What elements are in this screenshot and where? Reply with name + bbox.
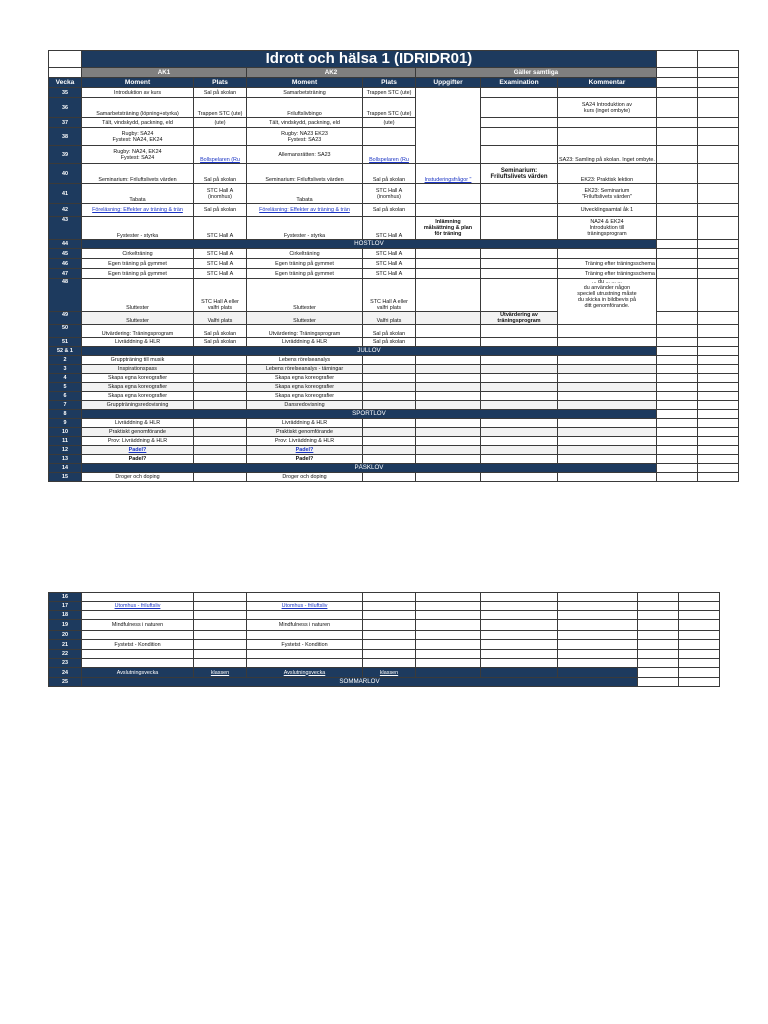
- week-number: 5: [49, 383, 82, 392]
- week-number: 11: [49, 437, 82, 446]
- week-number: 9: [49, 419, 82, 428]
- moment-ak2: Tält, vindskydd, packning, eld: [247, 118, 363, 128]
- holiday-row: [49, 347, 739, 356]
- table-row: [49, 437, 739, 446]
- week-number: 4: [49, 374, 82, 383]
- uppgifter-cell: [416, 88, 481, 164]
- week-number: 36: [49, 98, 82, 118]
- moment-ak2: Seminarium: Friluftslivets värden: [247, 164, 363, 184]
- table-row: [49, 204, 739, 217]
- moment-ak2: Livräddning & HLR: [247, 419, 363, 428]
- moment-ak1: [82, 446, 194, 455]
- moment-ak2: Rugby: NA23 EK23 Fystest: SA23: [247, 128, 363, 146]
- table-row: [49, 128, 739, 146]
- kommentar-cell: EK23: Seminarium "Friluftslivets värden": [558, 184, 657, 204]
- week-number: 42: [49, 204, 82, 217]
- plats-ak1: STC Hall A eller valfri plats: [194, 279, 247, 312]
- plats-ak2: Sal på skolan: [363, 204, 416, 217]
- plats-ak2: STC Hall A: [363, 259, 416, 269]
- table-row: [49, 146, 739, 164]
- schedule-grid-continued: [48, 592, 720, 687]
- holiday-row: [49, 678, 720, 687]
- moment-ak1: Gruppträningsredovisning: [82, 401, 194, 410]
- week-number: 46: [49, 259, 82, 269]
- moment-ak1: Skapa egna koreografier: [82, 392, 194, 401]
- table-row: [49, 392, 739, 401]
- week-number: 50: [49, 325, 82, 338]
- course-title: Idrott och hälsa 1 (IDRIDR01): [82, 51, 657, 68]
- plats-ak2: Sal på skolan: [363, 338, 416, 347]
- week-number: 6: [49, 392, 82, 401]
- plats-ak2: Sal på skolan: [363, 164, 416, 184]
- holiday-row: [49, 240, 739, 249]
- table-row: [49, 640, 720, 650]
- plats-link-ak2[interactable]: Bollspelaren (Ru: [363, 146, 416, 164]
- moment-link-ak2[interactable]: Avslutningsvecka: [247, 668, 363, 678]
- moment-ak1: Skapa egna koreografier: [82, 374, 194, 383]
- moment-ak2: Droger och doping: [247, 473, 363, 482]
- moment-ak2: Fystetst - Kondition: [247, 640, 363, 650]
- moment-ak1: Mindfulness i naturen: [82, 620, 194, 631]
- header-kommentar: Kommentar: [558, 78, 657, 88]
- week-number: 14: [49, 464, 82, 473]
- moment-ak1: Droger och doping: [82, 473, 194, 482]
- header-vecka: Vecka: [49, 78, 82, 88]
- moment-ak1: Tält, vindskydd, packning, eld: [82, 118, 194, 128]
- moment-ak1: Egen träning på gymmet: [82, 269, 194, 279]
- kommentar-cell: SA23: Samling på skolan. Inget ombyte.: [558, 146, 657, 164]
- plats-ak2: STC Hall A: [363, 269, 416, 279]
- holiday-label: SPORTLOV: [82, 410, 657, 419]
- table-row: [49, 259, 739, 269]
- uppgifter-cell: Inlämning målsättning & plan för träning: [416, 217, 481, 240]
- moment-ak1: Sluttester: [82, 279, 194, 312]
- moment-ak2: Allemansrätten: SA23: [247, 146, 363, 164]
- group-ak2: AK2: [247, 68, 416, 78]
- moment-ak1: Rugby: SA24 Fystest: NA24, EK24: [82, 128, 194, 146]
- table-row: [49, 365, 739, 374]
- holiday-row: [49, 464, 739, 473]
- moment-ak1: Inspirationspass: [82, 365, 194, 374]
- header-moment-ak2: Moment: [247, 78, 363, 88]
- week-number: 45: [49, 249, 82, 259]
- header-examination: Examination: [481, 78, 558, 88]
- table-row: [49, 659, 720, 668]
- week-number: 3: [49, 365, 82, 374]
- table-row: [49, 593, 720, 602]
- week-number: 17: [49, 602, 82, 611]
- plats-ak1: STC Hall A: [194, 269, 247, 279]
- table-row: [49, 631, 720, 640]
- moment-ak1: Gruppträning till musik: [82, 356, 194, 365]
- moment-ak1: Egen träning på gymmet: [82, 259, 194, 269]
- plats-ak2: STC Hall A: [363, 217, 416, 240]
- week-number: 25: [49, 678, 82, 687]
- moment-ak1: Tabata: [82, 184, 194, 204]
- week-number: 13: [49, 455, 82, 464]
- holiday-row: [49, 410, 739, 419]
- moment-ak2: Lebens rörelseanalys: [247, 356, 363, 365]
- table-row: [49, 184, 739, 204]
- moment-ak1: Skapa egna koreografier: [82, 383, 194, 392]
- moment-ak2: [247, 446, 363, 455]
- week-number: 8: [49, 410, 82, 419]
- plats-ak1: STC Hall A: [194, 259, 247, 269]
- week-number: 52 & 1: [49, 347, 82, 356]
- table-row: [49, 249, 739, 259]
- plats-ak1: Valfri plats: [194, 312, 247, 325]
- plats-ak1: Sal på skolan: [194, 164, 247, 184]
- week-number: 21: [49, 640, 82, 650]
- moment-link-ak1[interactable]: Föreläsning: Effekter av träning & trän: [82, 204, 194, 217]
- table-row: [49, 374, 739, 383]
- moment-ak2: Utvärdering: Träningsprogram: [247, 325, 363, 338]
- table-row: [49, 279, 739, 312]
- kommentar-cell: Utvecklingsamtal åk 1: [558, 204, 657, 217]
- table-row: [49, 383, 739, 392]
- moment-link-ak2[interactable]: Föreläsning: Effekter av träning & trän: [247, 204, 363, 217]
- examination-cell: Seminarium: Friluftslivets värden: [481, 164, 558, 184]
- holiday-label: SOMMARLOV: [82, 678, 638, 687]
- table-row: [49, 602, 720, 611]
- moment-ak2: Dansredovisning: [247, 401, 363, 410]
- plats-ak2: STC Hall A (inomhus): [363, 184, 416, 204]
- group-all: Gäller samtliga: [416, 68, 657, 78]
- week-number: 49: [49, 312, 82, 325]
- week-number: 51: [49, 338, 82, 347]
- moment-ak1: Avslutningsvecka: [82, 668, 194, 678]
- table-row: [49, 401, 739, 410]
- schedule-grid: [48, 50, 739, 482]
- table-row: [49, 356, 739, 365]
- table-row: [49, 88, 739, 98]
- holiday-label: JULLOV: [82, 347, 657, 356]
- moment-ak2: Egen träning på gymmet: [247, 259, 363, 269]
- week-number: 10: [49, 428, 82, 437]
- week-number: 37: [49, 118, 82, 128]
- uppgifter-link[interactable]: Instuderingsfrågor ": [416, 164, 481, 184]
- plats-ak1: STC Hall A: [194, 249, 247, 259]
- table-row: [49, 473, 739, 482]
- moment-ak2: Fystester - styrka: [247, 217, 363, 240]
- moment-ak1: Fystester - styrka: [82, 217, 194, 240]
- holiday-label: HÖSTLOV: [82, 240, 657, 249]
- klassen-link-ak1[interactable]: klassen: [194, 668, 247, 678]
- moment-ak1: Sluttester: [82, 312, 194, 325]
- plats-ak1: Sal på skolan: [194, 325, 247, 338]
- week-number: 43: [49, 217, 82, 240]
- table-row: [49, 611, 720, 620]
- plats-ak2: Valfri plats: [363, 312, 416, 325]
- moment-ak2: Lebens rörelseanalys - tärningar: [247, 365, 363, 374]
- week-number: 38: [49, 128, 82, 146]
- moment-ak2: Tabata: [247, 184, 363, 204]
- moment-ak2: Prov: Livräddning & HLR: [247, 437, 363, 446]
- moment-ak2: Mindfulness i naturen: [247, 620, 363, 631]
- moment-ak2: Egen träning på gymmet: [247, 269, 363, 279]
- moment-ak1: Prov: Livräddning & HLR: [82, 437, 194, 446]
- week-number: 2: [49, 356, 82, 365]
- plats-ak2: Trappen STC (ute): [363, 98, 416, 118]
- moment-ak2: Friluftslivbingo: [247, 98, 363, 118]
- padel-link[interactable]: Padel?: [128, 447, 147, 453]
- kommentar-cell: Träning efter träningsschema: [558, 259, 657, 269]
- plats-ak1: Trappen STC (ute): [194, 98, 247, 118]
- moment-ak1: Praktiskt genomförande: [82, 428, 194, 437]
- week-number: 20: [49, 631, 82, 640]
- moment-ak1: Introduktion av kurs: [82, 88, 194, 98]
- examination-cell: Utvärdering av träningsprogram: [481, 312, 558, 325]
- week-number: 16: [49, 593, 82, 602]
- moment-ak2: Praktiskt genomförande: [247, 428, 363, 437]
- moment-ak2: Skapa egna koreografier: [247, 392, 363, 401]
- moment-ak2: Skapa egna koreografier: [247, 374, 363, 383]
- kommentar-cell: ... du ... ... ... du använder någon speciell utrustning måste du skicka in bildbevis på ditt genomförande.: [558, 279, 657, 325]
- week-number: 39: [49, 146, 82, 164]
- course-schedule-table: [48, 50, 739, 482]
- table-row: [49, 338, 739, 347]
- week-number: 44: [49, 240, 82, 249]
- plats-ak1: Sal på skolan: [194, 204, 247, 217]
- table-row: [49, 419, 739, 428]
- table-row: [49, 98, 739, 118]
- moment-link-ak1[interactable]: Utomhus - friluftsliv: [82, 602, 194, 611]
- plats-ak1: STC Hall A (inomhus): [194, 184, 247, 204]
- moment-ak1: Livräddning & HLR: [82, 338, 194, 347]
- week-number: 18: [49, 611, 82, 620]
- week-number: 47: [49, 269, 82, 279]
- week-number: 15: [49, 473, 82, 482]
- table-row: [49, 668, 720, 678]
- header-moment-ak1: Moment: [82, 78, 194, 88]
- moment-ak1: Livräddning & HLR: [82, 419, 194, 428]
- table-row: [49, 118, 739, 128]
- week-number: 40: [49, 164, 82, 184]
- moment-ak2: Sluttester: [247, 312, 363, 325]
- plats-ak2: STC Hall A: [363, 249, 416, 259]
- klassen-link-ak2[interactable]: klassen: [363, 668, 416, 678]
- plats-ak1: Sal på skolan: [194, 88, 247, 98]
- plats-link-ak1[interactable]: Bollspelaren (Ru: [194, 146, 247, 164]
- plats-ak2: STC Hall A eller valfri plats: [363, 279, 416, 312]
- moment-ak1: Cirkelträning: [82, 249, 194, 259]
- moment-ak2: Livräddning & HLR: [247, 338, 363, 347]
- moment-link-ak2[interactable]: Utomhus - friluftsliv: [247, 602, 363, 611]
- table-row: [49, 164, 739, 184]
- week-number: 41: [49, 184, 82, 204]
- plats-ak2: Sal på skolan: [363, 325, 416, 338]
- week-number: 23: [49, 659, 82, 668]
- week-number: 22: [49, 650, 82, 659]
- week-number: 48: [49, 279, 82, 312]
- schedule-table-continued: [48, 592, 720, 687]
- corner-cell: [49, 51, 82, 68]
- table-row: [49, 217, 739, 240]
- table-row: [49, 455, 739, 464]
- table-row: [49, 650, 720, 659]
- holiday-label: PÅSKLOV: [82, 464, 657, 473]
- moment-ak1: Seminarium: Friluftslivets värden: [82, 164, 194, 184]
- kommentar-cell: EK23: Praktisk lektion: [558, 164, 657, 184]
- kommentar-cell: SA24 Introduktion av kurs (inget ombyte): [558, 98, 657, 118]
- week-number: 19: [49, 620, 82, 631]
- moment-ak1: Fystetst - Kondition: [82, 640, 194, 650]
- plats-ak1: STC Hall A: [194, 217, 247, 240]
- table-row: [49, 428, 739, 437]
- plats-ak1: Sal på skolan: [194, 338, 247, 347]
- moment-ak1: Padel?: [82, 455, 194, 464]
- plats-ak1: (ute): [194, 118, 247, 128]
- week-number: 24: [49, 668, 82, 678]
- week-number: 12: [49, 446, 82, 455]
- week-number: 7: [49, 401, 82, 410]
- padel-link[interactable]: Padel?: [295, 447, 314, 453]
- table-row: [49, 620, 720, 631]
- kommentar-cell: NA24 & EK24 Introduktion till träningsprogram: [558, 217, 657, 240]
- moment-ak2: Skapa egna koreografier: [247, 383, 363, 392]
- kommentar-cell: Träning efter träningsschema: [558, 269, 657, 279]
- header-plats-ak2: Plats: [363, 78, 416, 88]
- table-row: [49, 446, 739, 455]
- table-row: [49, 325, 739, 338]
- moment-ak1: Utvärdering: Träningsprogram: [82, 325, 194, 338]
- moment-ak2: Padel?: [247, 455, 363, 464]
- header-plats-ak1: Plats: [194, 78, 247, 88]
- table-row: [49, 269, 739, 279]
- moment-ak2: Cirkelträning: [247, 249, 363, 259]
- week-number: 35: [49, 88, 82, 98]
- moment-ak1: Samarbetsträning (löpning+styrka): [82, 98, 194, 118]
- plats-ak2: Trappen STC (ute): [363, 88, 416, 98]
- moment-ak2: Samarbetsträning: [247, 88, 363, 98]
- header-uppgifter: Uppgifter: [416, 78, 481, 88]
- plats-ak2: (ute): [363, 118, 416, 128]
- group-ak1: AK1: [82, 68, 247, 78]
- moment-ak2: Sluttester: [247, 279, 363, 312]
- moment-ak1: Rugby: NA24, EK24 Fystest: SA24: [82, 146, 194, 164]
